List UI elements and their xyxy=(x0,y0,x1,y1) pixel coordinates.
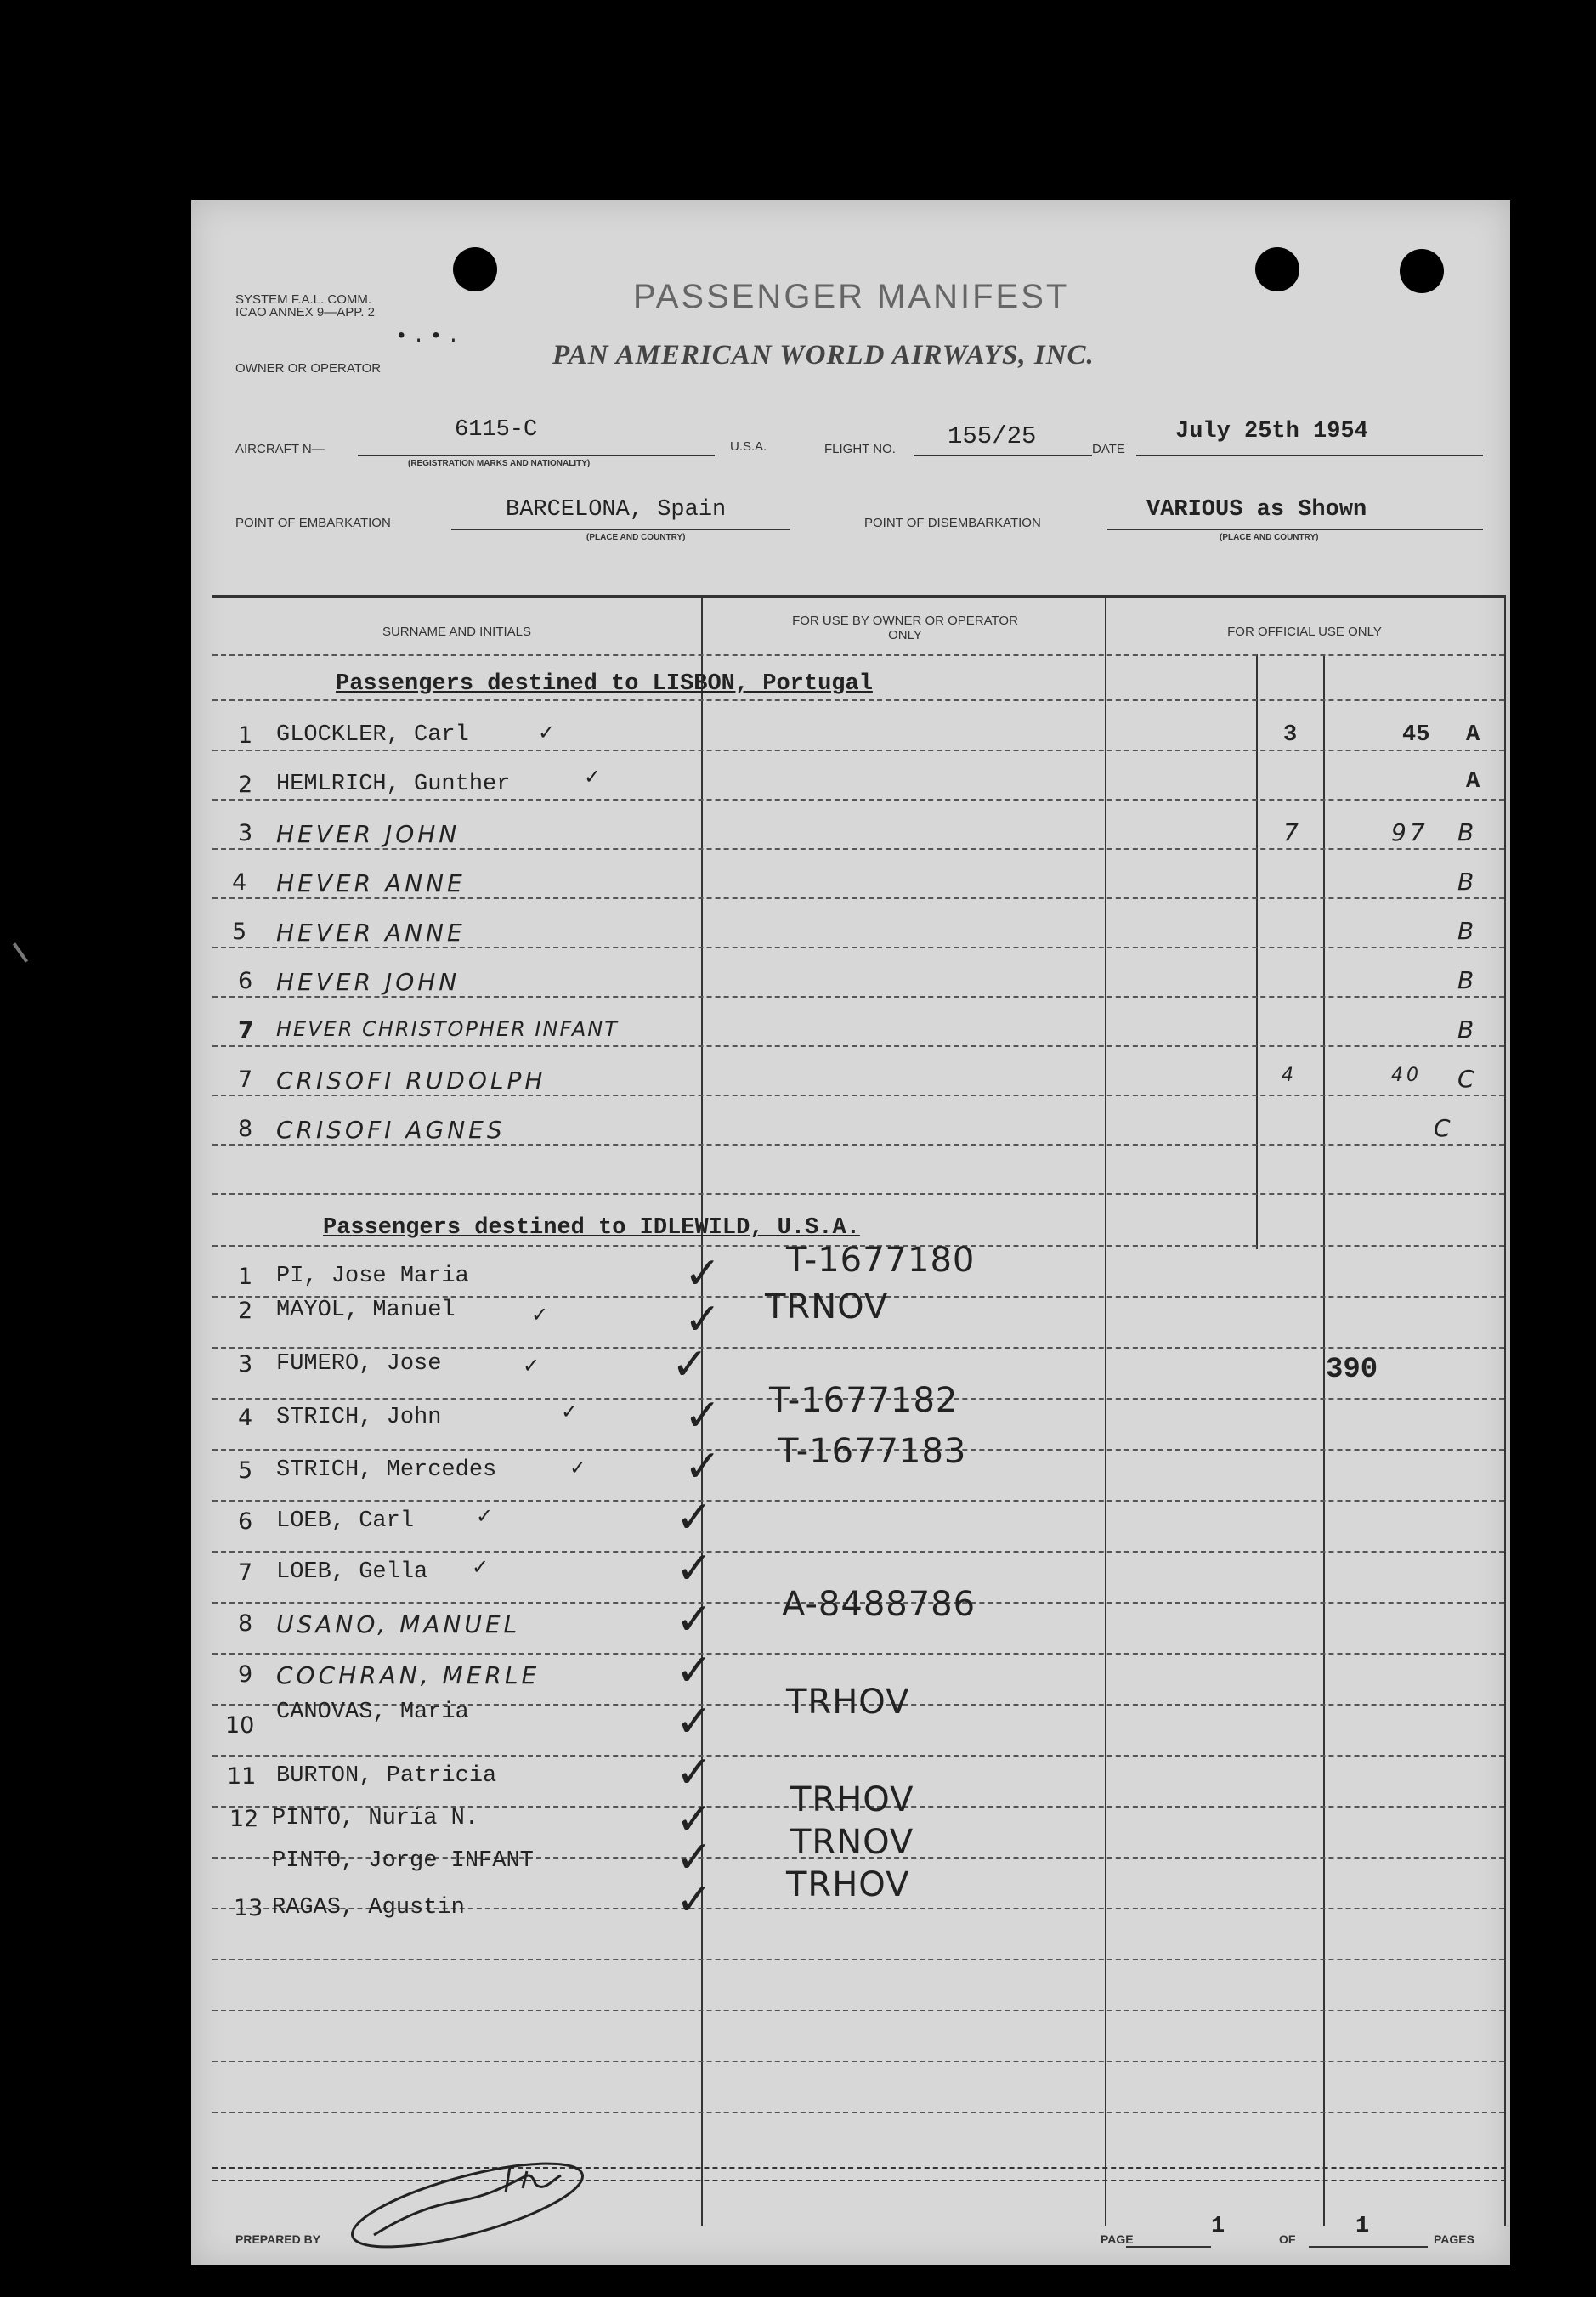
page-number: 1 xyxy=(1211,2214,1225,2239)
check-mark: ✓ xyxy=(676,1832,713,1883)
row-number: 1 xyxy=(238,722,253,749)
official-c1: 7 xyxy=(1283,818,1302,846)
row-line xyxy=(212,1045,1504,1047)
row-line xyxy=(212,654,1504,656)
official-c3: A xyxy=(1466,722,1480,748)
official-c3: C xyxy=(1434,1114,1454,1142)
aircraft-value: 6115-C xyxy=(455,417,538,443)
date-value: July 25th 1954 xyxy=(1175,419,1368,444)
row-number: 5 xyxy=(238,1457,253,1484)
row-number: 5 xyxy=(232,919,247,945)
passenger-name-handwritten: HEVER ANNE xyxy=(276,919,466,947)
official-c3: B xyxy=(1457,868,1478,896)
row-number: 13 xyxy=(234,1895,263,1921)
passenger-name: LOEB, Carl xyxy=(276,1508,415,1534)
check-mark: ✓ xyxy=(531,1303,549,1327)
owner-label: OWNER OR OPERATOR xyxy=(235,361,382,376)
disembark-note: (PLACE AND COUNTRY) xyxy=(1220,533,1319,542)
margin-mark xyxy=(13,942,28,963)
passenger-name-handwritten: HEVER ANNE xyxy=(276,869,466,897)
lisbon-heading: Passengers destined to LISBON, Portugal xyxy=(336,671,873,697)
passenger-name: STRICH, John xyxy=(276,1405,442,1430)
passenger-name-handwritten: COCHRAN, MERLE xyxy=(276,1661,540,1689)
official-c3: B xyxy=(1457,966,1478,994)
row-number: 2 xyxy=(238,1298,253,1324)
row-number: 4 xyxy=(238,1405,253,1431)
embark-value: BARCELONA, Spain xyxy=(506,497,727,523)
row-line xyxy=(212,1959,1504,1960)
row-line xyxy=(212,2010,1504,2011)
col-surname-header: SURNAME AND INITIALS xyxy=(382,625,532,639)
row-number: 12 xyxy=(229,1806,259,1832)
row-line xyxy=(212,1347,1504,1349)
check-mark: ✓ xyxy=(676,1794,713,1845)
approval-line-2: ICAO ANNEX 9—APP. 2 xyxy=(235,305,375,320)
check-mark: ✓ xyxy=(472,1555,490,1579)
passenger-name-handwritten: USANO, MANUEL xyxy=(276,1610,521,1638)
row-line xyxy=(212,2112,1504,2113)
row-number: 2 xyxy=(238,772,253,798)
row-number: 8 xyxy=(238,1610,253,1637)
punch-hole xyxy=(1400,249,1444,293)
embark-underline xyxy=(451,529,790,530)
passenger-name: PINTO, Jorge INFANT xyxy=(272,1848,534,1874)
row-line xyxy=(212,996,1504,998)
punch-hole xyxy=(1255,247,1299,291)
prepared-label: PREPARED BY xyxy=(235,2232,321,2246)
ticket-note: TRHOV xyxy=(786,1683,910,1722)
passenger-name: STRICH, Mercedes xyxy=(276,1457,497,1483)
official-c3: B xyxy=(1457,917,1478,945)
check-mark: ✓ xyxy=(671,1339,709,1390)
row-line xyxy=(212,699,1504,701)
passenger-name-handwritten: HEVER JOHN xyxy=(276,968,461,996)
ticket-note: T-1677182 xyxy=(769,1381,959,1420)
check-mark: ✓ xyxy=(476,1504,494,1528)
official-c1: 3 xyxy=(1283,722,1298,748)
row-number: 1 xyxy=(238,1264,253,1290)
check-mark: ✓ xyxy=(523,1354,540,1378)
official-c3: B xyxy=(1457,1016,1478,1044)
passenger-name-handwritten: HEVER CHRISTOPHER INFANT xyxy=(276,1017,619,1041)
row-number: 9 xyxy=(238,1661,253,1688)
passenger-name: MAYOL, Manuel xyxy=(276,1298,456,1323)
passenger-name: PI, Jose Maria xyxy=(276,1264,469,1289)
row-line xyxy=(212,897,1504,899)
check-mark: ✓ xyxy=(676,1543,713,1594)
page-label: PAGE xyxy=(1101,2232,1134,2246)
check-mark: ✓ xyxy=(561,1400,579,1423)
passenger-name: GLOCKLER, Carl xyxy=(276,722,469,748)
row-number: 3 xyxy=(238,820,253,846)
company-name: PAN AMERICAN WORLD AIRWAYS, INC. xyxy=(552,340,1095,371)
row-number: 6 xyxy=(238,968,253,994)
passenger-name: CANOVAS, Maria xyxy=(276,1700,469,1725)
aircraft-label: AIRCRAFT N— xyxy=(235,442,325,456)
dots-mark: •.•. xyxy=(395,325,465,348)
total-pages: 1 xyxy=(1355,2214,1370,2239)
official-c2: 40 xyxy=(1391,1065,1422,1086)
row-line xyxy=(212,1144,1504,1146)
col-owner-header: FOR USE BY OWNER OR OPERATOR ONLY xyxy=(792,614,1018,642)
ticket-note: T-1677183 xyxy=(778,1432,967,1471)
passenger-name-handwritten: HEVER JOHN xyxy=(276,820,461,848)
official-c3: C xyxy=(1457,1065,1478,1093)
col-official-header: FOR OFFICIAL USE ONLY xyxy=(1227,625,1382,639)
disembark-underline xyxy=(1107,529,1483,530)
row-line xyxy=(212,947,1504,948)
disembark-label: POINT OF DISEMBARKATION xyxy=(864,516,1041,530)
check-mark: ✓ xyxy=(676,1875,713,1926)
row-number: 10 xyxy=(225,1712,255,1739)
passenger-name: FUMERO, Jose xyxy=(276,1351,442,1377)
official-c2: 45 xyxy=(1402,722,1430,748)
passenger-name: HEMLRICH, Gunther xyxy=(276,772,511,797)
passenger-name-handwritten: CRISOFI RUDOLPH xyxy=(276,1066,546,1095)
official-c1: 4 xyxy=(1282,1065,1297,1086)
row-line xyxy=(212,799,1504,801)
row-number: 3 xyxy=(238,1351,253,1378)
check-mark: ✓ xyxy=(676,1696,713,1747)
row-number: 7 xyxy=(238,1017,254,1044)
check-mark: ✓ xyxy=(584,765,602,789)
row-line xyxy=(212,1095,1504,1096)
flight-value: 155/25 xyxy=(948,422,1037,450)
row-line xyxy=(212,750,1504,751)
check-mark: ✓ xyxy=(684,1390,722,1441)
col-divider-2 xyxy=(1105,595,1106,2226)
ticket-note: TRNOV xyxy=(765,1287,889,1327)
ticket-note: A-8488786 xyxy=(782,1585,976,1624)
embark-label: POINT OF EMBARKATION xyxy=(235,516,391,530)
check-mark: ✓ xyxy=(676,1747,713,1798)
row-line xyxy=(212,1193,1504,1195)
row-line xyxy=(212,1653,1504,1655)
check-mark: ✓ xyxy=(684,1248,722,1299)
ticket-note: TRHOV xyxy=(786,1865,910,1904)
official-subcol-1 xyxy=(1256,654,1258,1249)
embark-note: (PLACE AND COUNTRY) xyxy=(586,533,686,542)
check-mark: ✓ xyxy=(538,721,556,744)
row-line xyxy=(212,1755,1504,1757)
row-line xyxy=(212,1551,1504,1553)
usa-label: U.S.A. xyxy=(730,439,767,454)
official-subcol-2 xyxy=(1323,654,1325,2226)
page-title: PASSENGER MANIFEST xyxy=(633,278,1070,315)
row-number: 4 xyxy=(232,869,247,896)
table-top-border xyxy=(212,595,1506,598)
passenger-name: BURTON, Patricia xyxy=(276,1763,497,1789)
table-right-border xyxy=(1504,595,1506,2226)
row-number: 6 xyxy=(238,1508,253,1535)
row-number: 7 xyxy=(238,1559,253,1586)
official-c2: 97 xyxy=(1391,818,1429,846)
approval-line-1: SYSTEM F.A.L. COMM. xyxy=(235,292,372,307)
punch-hole xyxy=(453,247,497,291)
official-total: 390 xyxy=(1326,1354,1378,1386)
flight-underline xyxy=(914,455,1092,456)
of-underline xyxy=(1309,2246,1428,2248)
check-mark: ✓ xyxy=(676,1594,713,1645)
official-c3: A xyxy=(1466,769,1480,795)
passenger-name-handwritten: CRISOFI AGNES xyxy=(276,1116,506,1144)
row-number: 11 xyxy=(227,1763,257,1790)
pages-label: PAGES xyxy=(1434,2232,1474,2246)
check-mark: ✓ xyxy=(676,1492,713,1543)
official-c3: B xyxy=(1457,818,1478,846)
row-number: 8 xyxy=(238,1116,253,1142)
date-label: DATE xyxy=(1092,442,1125,456)
passenger-name: LOEB, Gella xyxy=(276,1559,428,1585)
ticket-note: TRHOV xyxy=(790,1780,914,1819)
check-mark: ✓ xyxy=(684,1294,722,1345)
check-mark: ✓ xyxy=(684,1441,722,1492)
check-mark: ✓ xyxy=(676,1645,713,1696)
idlewild-heading: Passengers destined to IDLEWILD, U.S.A. xyxy=(323,1215,860,1241)
disembark-value: VARIOUS as Shown xyxy=(1146,497,1367,523)
aircraft-note: (REGISTRATION MARKS AND NATIONALITY) xyxy=(408,459,591,468)
ticket-note: TRNOV xyxy=(790,1823,914,1862)
aircraft-underline xyxy=(358,455,715,456)
signature-scribble xyxy=(340,2154,595,2256)
passenger-name: RAGAS, Agustin xyxy=(272,1895,465,1921)
row-line xyxy=(212,848,1504,850)
of-label: OF xyxy=(1279,2232,1296,2246)
row-line xyxy=(212,2061,1504,2062)
manifest-sheet xyxy=(191,200,1510,2265)
page-underline xyxy=(1126,2246,1211,2248)
ticket-note: T-1677180 xyxy=(786,1241,976,1280)
check-mark: ✓ xyxy=(569,1456,587,1479)
passenger-name: PINTO, Nuria N. xyxy=(272,1806,479,1831)
date-underline xyxy=(1136,455,1483,456)
flight-label: FLIGHT NO. xyxy=(824,442,896,456)
row-number: 7 xyxy=(238,1066,253,1093)
row-line xyxy=(212,1500,1504,1502)
